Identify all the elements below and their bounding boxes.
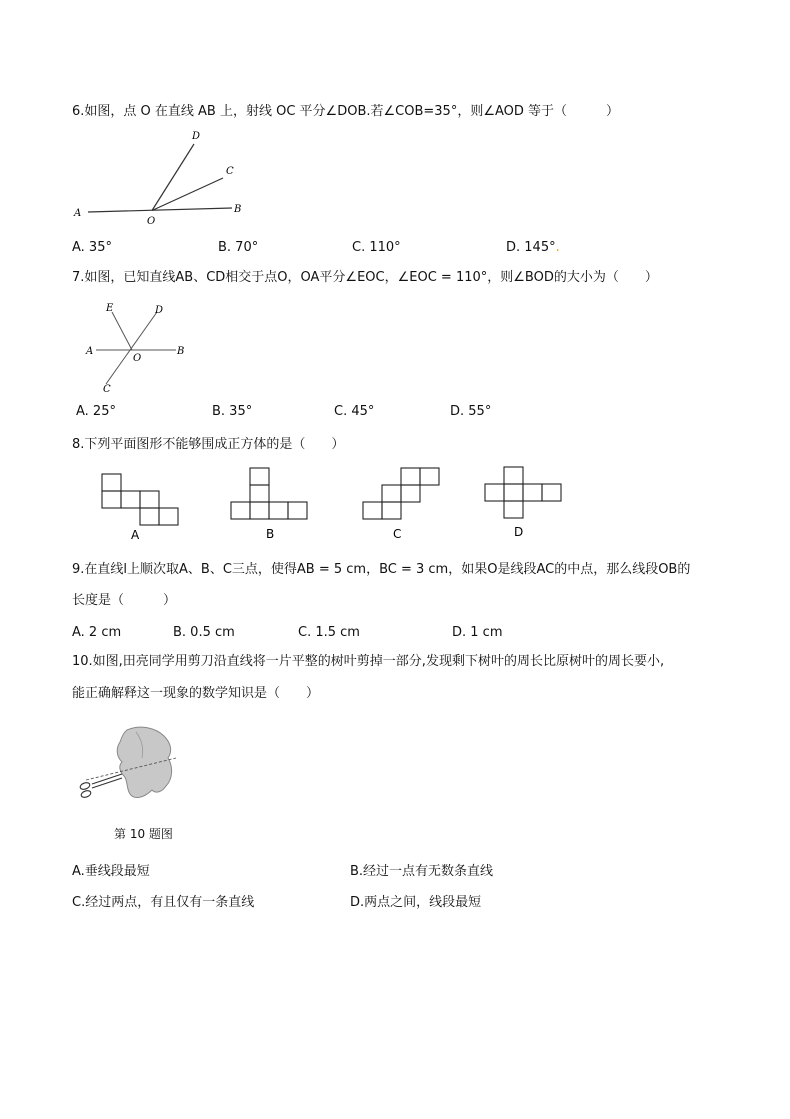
q7-label-c: C (103, 384, 111, 395)
q6-label-o: O (147, 216, 156, 227)
q10-figure-caption: 第 10 题图 (114, 827, 173, 841)
q9-stem-line1: 9.在直线l上顺次取A、B、C三点，使得AB = 5 cm，BC = 3 cm，如果O是线段AC的中点，那么线段OB的 (72, 562, 691, 577)
q7-label-e: E (106, 303, 114, 314)
q8-label-a: A (131, 528, 140, 542)
q8-net-a (102, 474, 178, 525)
q10-option-b[interactable]: B.经过一点有无数条直线 (350, 864, 494, 879)
q6-label-b: B (234, 204, 242, 215)
scissors-icon (79, 774, 122, 799)
q7-figure (84, 300, 194, 398)
q6-label-c: C (226, 166, 234, 177)
q6-option-c[interactable]: C. 110° (352, 240, 401, 255)
q6-stem: 6.如图，点 O 在直线 AB 上，射线 OC 平分∠DOB.若∠COB=35°，则∠AOD 等于（ ） (72, 104, 620, 119)
q10-stem-line1: 10.如图,田亮同学用剪刀沿直线将一片平整的树叶剪掉一部分,发现剩下树叶的周长比原树叶的周长要小, (72, 654, 665, 669)
q7-label-b: B (177, 346, 185, 357)
q8-label-c: C (393, 527, 402, 541)
leaf-shape (117, 727, 171, 797)
q7-option-c[interactable]: C. 45° (334, 404, 375, 419)
q7-label-o: O (133, 353, 142, 364)
q9-stem-line2: 长度是（ ） (72, 593, 177, 608)
q8-label-d: D (514, 525, 524, 539)
q6-figure (70, 128, 260, 228)
q7-label-a: A (86, 346, 94, 357)
q10-option-a[interactable]: A.垂线段最短 (72, 864, 150, 879)
q6-label-a: A (74, 208, 82, 219)
q8-net-d (485, 467, 561, 518)
q8-figures (96, 462, 576, 544)
q8-net-c (363, 468, 439, 519)
q9-option-c[interactable]: C. 1.5 cm (298, 625, 360, 640)
q6-option-b[interactable]: B. 70° (218, 240, 259, 255)
q10-figure (72, 722, 184, 804)
q6-option-d-dot: . (555, 240, 560, 255)
q7-stem: 7.如图，已知直线AB、CD相交于点O，OA平分∠EOC，∠EOC = 110°，则∠BOD的大小为（ ） (72, 270, 658, 285)
q8-label-b: B (266, 527, 275, 541)
q7-option-d[interactable]: D. 55° (450, 404, 492, 419)
q6-option-a[interactable]: A. 35° (72, 240, 112, 255)
q10-option-d[interactable]: D.两点之间，线段最短 (350, 895, 482, 910)
q6-option-d[interactable] (506, 240, 560, 256)
q10-option-c[interactable]: C.经过两点，有且仅有一条直线 (72, 895, 255, 910)
q9-option-a[interactable]: A. 2 cm (72, 625, 122, 640)
q8-stem: 8.下列平面图形不能够围成正方体的是（ ） (72, 437, 345, 452)
q7-ray-oe (112, 312, 132, 350)
q7-option-a[interactable]: A. 25° (76, 404, 116, 419)
q8-net-b (231, 468, 307, 519)
q7-option-b[interactable]: B. 35° (212, 404, 253, 419)
q9-option-b[interactable]: B. 0.5 cm (173, 625, 235, 640)
q6-option-d-text: D. 145° (506, 240, 556, 255)
q10-stem-line2: 能正确解释这一现象的数学知识是（ ） (72, 686, 320, 701)
q6-label-d: D (192, 131, 201, 142)
q6-line-ab (88, 208, 232, 212)
q9-option-d[interactable]: D. 1 cm (452, 625, 503, 640)
q7-label-d: D (155, 305, 164, 316)
